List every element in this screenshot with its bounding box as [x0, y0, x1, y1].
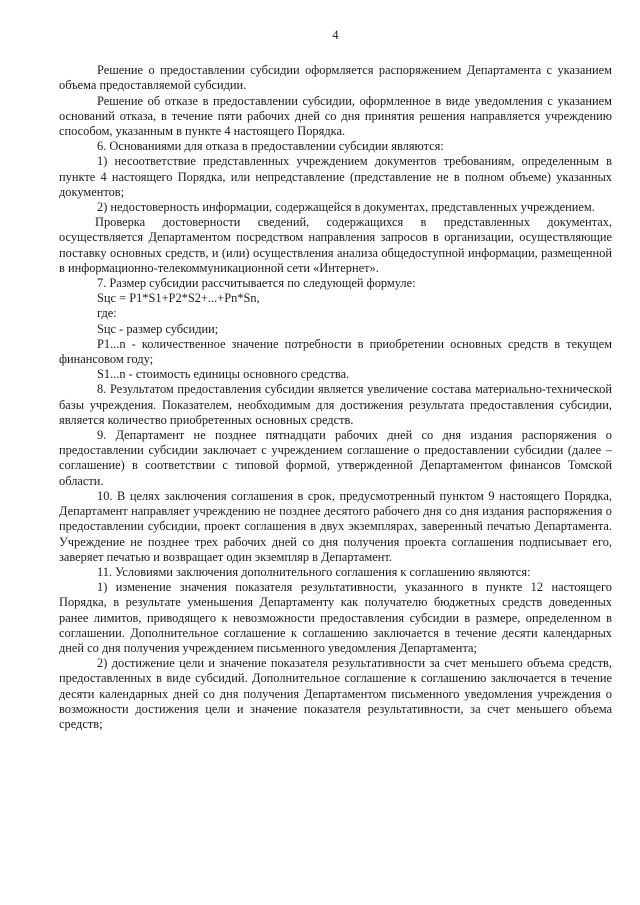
- paragraph-condition-2: 2) достижение цели и значение показателя результативности за счет меньшего объема средств, предоставленных в виде субсидий. Дополнительное соглашение к соглашению заключается в течение десяти календарных дней со дня получения Департаментом письменного уведомления учреждения о возможности достижения цели и значение показателя результативности, за счет меньшего объема средств;: [59, 656, 612, 731]
- paragraph-def-s: Sцс - размер субсидии;: [97, 321, 219, 336]
- page-number: 4: [332, 28, 339, 42]
- paragraph-formula: Sцс = P1*S1+P2*S2+...+Pn*Sn,: [97, 291, 260, 306]
- paragraph-condition-1: 1) изменение значения показателя результативности, указанного в пункте 12 настоящего Порядка, в результате уменьшения Департаменту как получателю бюджетных средств доведенных ранее лимитов, приводящего к невозможности предоставления субсидии в размере, определенном в соглашении. Дополнительное соглашение к соглашению заключается в течение десяти календарных дней со дня получения учреждением письменного уведомления Департамента;: [59, 580, 612, 655]
- paragraph-conditions-11: 11. Условиями заключения дополнительного соглашения к соглашению являются:: [97, 564, 531, 579]
- document-page: [59, 28, 612, 732]
- paragraph-formula-intro: 7. Размер субсидии рассчитывается по следующей формуле:: [97, 276, 416, 291]
- paragraph-ground-2: 2) недостоверность информации, содержащейся в документах, представленных учреждением.: [97, 200, 595, 215]
- paragraph-def-p: P1...n - количественное значение потребности в приобретении основных средств в текущем финансовом году;: [59, 336, 612, 367]
- paragraph-ground-1: 1) несоответствие представленных учреждением документов требованиям, определенным в пункте 4 настоящего Порядка, или непредставление (представление не в полном объеме) указанных документов;: [59, 154, 612, 199]
- paragraph-refusal-grounds: 6. Основаниями для отказа в предоставлении субсидии являются:: [97, 139, 444, 154]
- paragraph-where: где:: [97, 306, 117, 321]
- paragraph-agreement-10: 10. В целях заключения соглашения в срок, предусмотренный пунктом 9 настоящего Порядка, Департамент направляет учреждению не позднее десятого рабочего дня со дня издания распоряжения о предоставлении субсидии, проект соглашения в двух экземплярах, заверенный печатью Департамента. Учреждение не позднее трех рабочих дней со дня получения проекта соглашения подписывает его, заверяет печатью и возвращает один экземпляр в Департамент.: [59, 488, 612, 564]
- paragraph-verification: Проверка достоверности сведений, содержащихся в представленных документах, осуществляется Департаментом посредством направления запросов в организации, осуществляющие поставку основных средств, и (или) осуществления анализа общедоступной информации, размещенной в информационно-телекоммуникационной сети «Интернет».: [59, 215, 612, 275]
- paragraph-def-s1: S1...n - стоимость единицы основного средства.: [97, 367, 350, 382]
- paragraph-decision: Решение о предоставлении субсидии оформляется распоряжением Департамента с указанием объема предоставляемой субсидии.: [59, 63, 612, 93]
- paragraph-refusal-notice: Решение об отказе в предоставлении субсидии, оформленное в виде уведомления с указанием оснований отказа, в течение пяти рабочих дней со дня принятия решения направляется учреждению способом, указанным в пункте 4 настоящего Порядка.: [59, 93, 612, 139]
- paragraph-result: 8. Результатом предоставления субсидии является увеличение состава материально-технической базы учреждения. Показателем, необходимым для достижения результата предоставления субсидии, является количество приобретенных основных средств.: [59, 382, 612, 427]
- paragraph-agreement-9: 9. Департамент не позднее пятнадцати рабочих дней со дня издания распоряжения о предоставлении субсидии заключает с учреждением соглашение о предоставлении субсидии (далее – соглашение) в соответствии с типовой формой, утвержденной Департаментом финансов Томской области.: [59, 428, 612, 488]
